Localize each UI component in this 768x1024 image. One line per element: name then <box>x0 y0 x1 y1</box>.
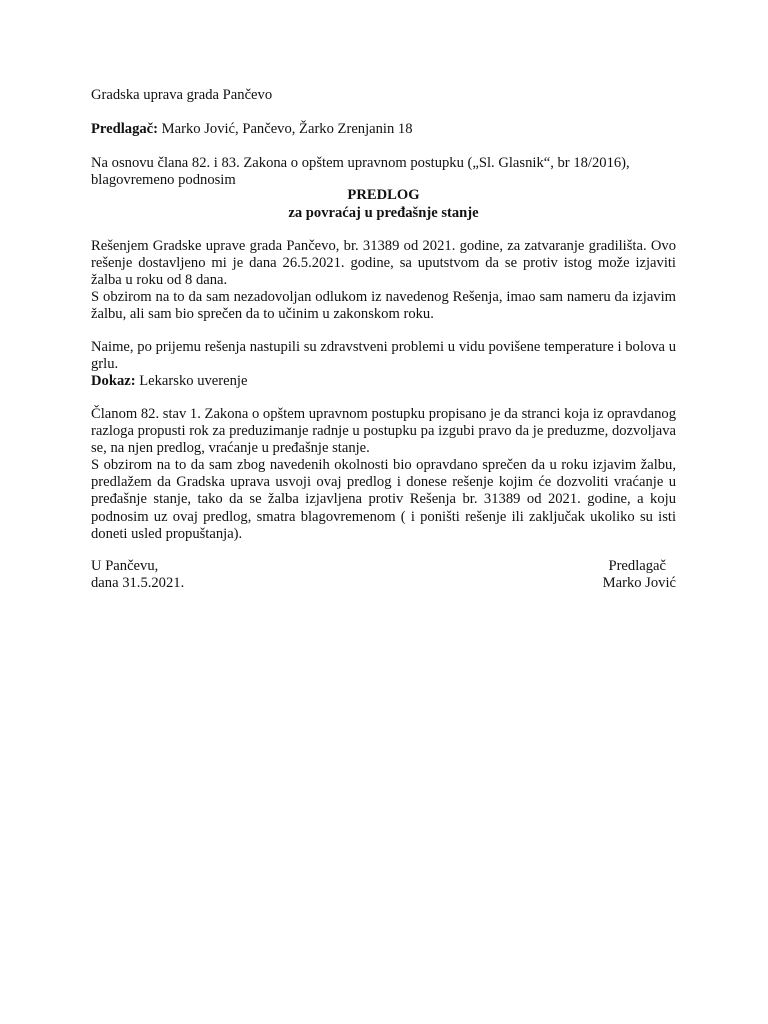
intro-line-1 <box>91 155 691 172</box>
paragraph-1: Rešenjem Gradske uprave grada Pančevo, br. 31389 od 2021. godine, za zatvaranje gradilišta. Ovo rešenje dostavljeno mi je dana 26.5.2021. godine, sa uputstvom da se protiv istog može izjaviti žalba u roku od 8 dana. <box>91 238 676 289</box>
proposer-line <box>91 121 676 138</box>
date-line: dana 31.5.2021. <box>91 575 185 591</box>
paragraph-5: S obzirom na to da sam zbog navedenih okolnosti bio opravdano sprečen da u roku izjavim žalbu, predlažem da Gradska uprava usvoji ovaj predlog i donese rešenje kojim će dozvoliti vraćanje u pređašnje stanje, tako da se žalba izjavljena protiv Rešenja br. 31389 od 2021. godine, a koju podnosim uz ovaj predlog, smatra blagovremenom ( i poništi rešenje ili zaključak ukoliko su isti doneti usled propuštanja). <box>91 457 676 542</box>
authority-text: Gradska uprava grada Pančevo <box>91 87 273 103</box>
proof-value: Lekarsko uverenje <box>135 373 248 389</box>
paragraph-2: S obzirom na to da sam nezadovoljan odlukom iz navedenog Rešenja, imao sam nameru da izjavim žalbu, ali sam bio sprečen da to učinim u zakonskom roku. <box>91 289 676 323</box>
signer-name: Marko Jović <box>602 575 676 591</box>
signer-role: Predlagač <box>608 558 666 574</box>
place-line: U Pančevu, <box>91 558 159 574</box>
proof-label: Dokaz: <box>91 373 136 389</box>
proposer-value: Marko Jović, Pančevo, Žarko Zrenjanin 18 <box>158 121 413 137</box>
paragraph-3: Naime, po prijemu rešenja nastupili su zdravstveni problemi u vidu povišene temperature i bolova u grlu. <box>91 339 676 373</box>
intro-text-1: Na osnovu člana 82. i 83. Zakona o opštem upravnom postupku („Sl. Glasnik“, br 18/2016), <box>91 155 630 171</box>
proposer-label: Predlagač: <box>91 121 159 137</box>
authority-line <box>91 87 676 104</box>
intro-text-2: blagovremeno podnosim <box>91 172 236 188</box>
paragraph-4: Članom 82. stav 1. Zakona o opštem upravnom postupku propisano je da stranci koja iz opravdanog razloga propusti rok za preduzimanje radnje u postupku pa izgubi pravo da je preduzme, dozvoljava se, na njen predlog, vraćanje u pređašnje stanje. <box>91 406 676 457</box>
document-title: PREDLOG <box>347 187 420 203</box>
proof-line <box>91 373 676 390</box>
document-subtitle: za povraćaj u pređašnje stanje <box>288 205 479 221</box>
